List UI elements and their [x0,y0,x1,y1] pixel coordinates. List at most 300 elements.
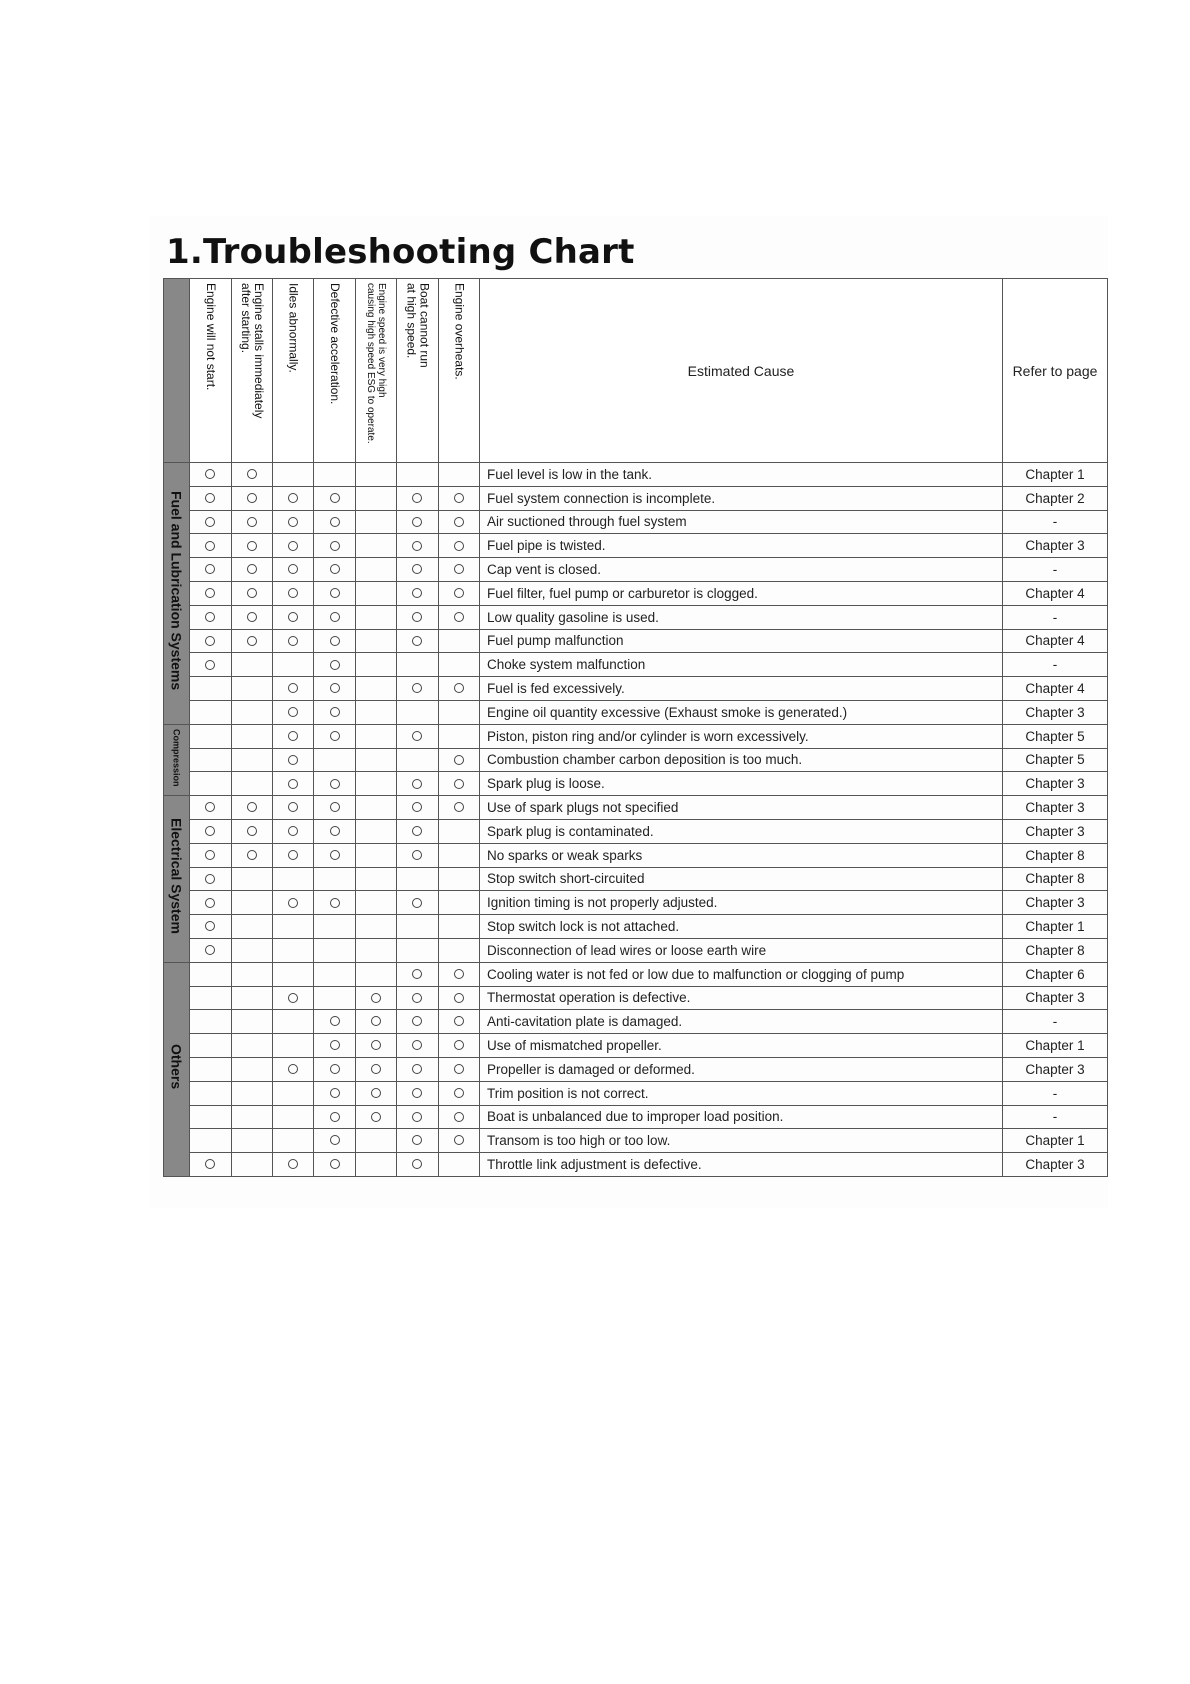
symptom-mark-cell [273,915,314,939]
refer-page-cell: Chapter 8 [1002,938,1107,962]
symptom-mark-cell [190,1129,231,1153]
symptom-mark-cell [438,1129,479,1153]
symptom-mark-cell [397,915,438,939]
symptom-mark-cell [314,819,355,843]
refer-page-cell: Chapter 3 [1002,1057,1107,1081]
symptom-mark-cell [397,796,438,820]
symptom-mark-cell [190,581,231,605]
circle-mark-icon [412,541,422,551]
circle-mark-icon [454,541,464,551]
symptom-mark-cell [438,486,479,510]
symptom-mark-cell [314,629,355,653]
circle-mark-icon [288,541,298,551]
symptom-mark-cell [438,463,479,487]
symptom-header-idles: Idles abnormally. [273,279,314,463]
circle-mark-icon [288,1159,298,1169]
symptom-mark-cell [314,891,355,915]
circle-mark-icon [454,1112,464,1122]
symptom-mark-cell [273,677,314,701]
circle-mark-icon [454,493,464,503]
circle-mark-icon [371,1088,381,1098]
circle-mark-icon [454,612,464,622]
symptom-mark-cell [314,1057,355,1081]
circle-mark-icon [330,660,340,670]
circle-mark-icon [454,993,464,1003]
symptom-mark-cell [231,986,272,1010]
circle-mark-icon [205,636,215,646]
table-row [164,819,1108,843]
symptom-mark-cell [231,1129,272,1153]
symptom-mark-cell [438,677,479,701]
symptom-mark-cell [397,891,438,915]
symptom-mark-cell [231,748,272,772]
symptom-mark-cell [273,558,314,582]
symptom-mark-cell [273,724,314,748]
circle-mark-icon [288,493,298,503]
table-body [164,463,1108,1177]
circle-mark-icon [247,850,257,860]
symptom-mark-cell [231,534,272,558]
circle-mark-icon [205,874,215,884]
symptom-mark-cell [438,1153,479,1177]
refer-page-cell: Chapter 4 [1002,581,1107,605]
symptom-mark-cell [273,1081,314,1105]
symptom-mark-cell [231,1010,272,1034]
symptom-mark-cell [355,605,396,629]
symptom-mark-cell [438,558,479,582]
estimated-cause-cell: Transom is too high or too low. [479,1129,1002,1153]
refer-page-cell: - [1002,1010,1107,1034]
symptom-mark-cell [438,1034,479,1058]
refer-page-cell: - [1002,1081,1107,1105]
circle-mark-icon [330,1112,340,1122]
symptom-header-overheats: Engine overheats. [438,279,479,463]
circle-mark-icon [205,517,215,527]
system-group-cell [164,724,190,795]
symptom-mark-cell [397,1081,438,1105]
symptom-mark-cell [355,1034,396,1058]
refer-page-cell: - [1002,558,1107,582]
symptom-mark-cell [190,558,231,582]
estimated-cause-cell: Spark plug is loose. [479,772,1002,796]
circle-mark-icon [205,660,215,670]
refer-page-cell: Chapter 3 [1002,700,1107,724]
circle-mark-icon [454,1135,464,1145]
circle-mark-icon [412,564,422,574]
circle-mark-icon [330,1040,340,1050]
table-row [164,653,1108,677]
symptom-mark-cell [273,986,314,1010]
circle-mark-icon [412,517,422,527]
estimated-cause-cell: Air suctioned through fuel system [479,510,1002,534]
table-row [164,915,1108,939]
circle-mark-icon [371,1064,381,1074]
symptom-mark-cell [190,463,231,487]
circle-mark-icon [454,1016,464,1026]
circle-mark-icon [205,850,215,860]
symptom-mark-cell [438,653,479,677]
symptom-mark-cell [355,938,396,962]
symptom-mark-cell [231,629,272,653]
symptom-mark-cell [438,629,479,653]
symptom-mark-cell [355,486,396,510]
circle-mark-icon [288,636,298,646]
symptom-mark-cell [397,486,438,510]
table-row [164,1153,1108,1177]
symptom-mark-cell [231,819,272,843]
refer-page-cell: Chapter 2 [1002,486,1107,510]
symptom-mark-cell [190,891,231,915]
refer-page-cell: Chapter 1 [1002,915,1107,939]
circle-mark-icon [454,1064,464,1074]
symptom-mark-cell [355,796,396,820]
symptom-mark-cell [231,677,272,701]
symptom-mark-cell [355,724,396,748]
refer-page-cell: Chapter 8 [1002,843,1107,867]
circle-mark-icon [205,1159,215,1169]
table-row [164,463,1108,487]
symptom-mark-cell [190,938,231,962]
estimated-cause-cell: Spark plug is contaminated. [479,819,1002,843]
symptom-mark-cell [397,772,438,796]
table-row [164,986,1108,1010]
symptom-mark-cell [314,986,355,1010]
circle-mark-icon [205,898,215,908]
symptom-mark-cell [190,534,231,558]
circle-mark-icon [288,993,298,1003]
table-row [164,605,1108,629]
circle-mark-icon [330,1016,340,1026]
symptom-mark-cell [273,772,314,796]
symptom-mark-cell [355,1129,396,1153]
symptom-mark-cell [355,581,396,605]
symptom-mark-cell [397,463,438,487]
estimated-cause-cell: Cap vent is closed. [479,558,1002,582]
table-row [164,962,1108,986]
circle-mark-icon [412,1112,422,1122]
symptom-mark-cell [314,843,355,867]
symptom-mark-cell [397,510,438,534]
symptom-mark-cell [314,1010,355,1034]
symptom-mark-cell [190,677,231,701]
symptom-mark-cell [273,1034,314,1058]
troubleshooting-table [163,278,1108,1177]
circle-mark-icon [288,755,298,765]
estimated-cause-cell: Thermostat operation is defective. [479,986,1002,1010]
circle-mark-icon [454,779,464,789]
table-row [164,891,1108,915]
circle-mark-icon [330,802,340,812]
symptom-mark-cell [314,700,355,724]
circle-mark-icon [371,1040,381,1050]
symptom-mark-cell [314,915,355,939]
symptom-mark-cell [190,986,231,1010]
estimated-cause-cell: Propeller is damaged or deformed. [479,1057,1002,1081]
system-group-label: Electrical System [168,818,185,935]
symptom-mark-cell [273,1153,314,1177]
symptom-mark-cell [397,1129,438,1153]
circle-mark-icon [205,826,215,836]
circle-mark-icon [454,564,464,574]
symptom-mark-cell [438,1081,479,1105]
symptom-mark-cell [190,796,231,820]
symptom-mark-cell [190,962,231,986]
symptom-mark-cell [314,772,355,796]
symptom-mark-cell [231,653,272,677]
symptom-mark-cell [273,581,314,605]
estimated-cause-cell: Piston, piston ring and/or cylinder is worn excessively. [479,724,1002,748]
refer-page-cell: - [1002,653,1107,677]
circle-mark-icon [288,612,298,622]
circle-mark-icon [247,469,257,479]
refer-page-cell: Chapter 4 [1002,629,1107,653]
symptom-mark-cell [314,605,355,629]
circle-mark-icon [412,588,422,598]
symptom-mark-cell [438,796,479,820]
estimated-cause-cell: Stop switch short-circuited [479,867,1002,891]
circle-mark-icon [288,802,298,812]
estimated-cause-cell: Use of mismatched propeller. [479,1034,1002,1058]
symptom-mark-cell [438,772,479,796]
refer-page-cell: Chapter 5 [1002,748,1107,772]
table-row [164,486,1108,510]
circle-mark-icon [247,826,257,836]
symptom-mark-cell [231,581,272,605]
estimated-cause-cell: Choke system malfunction [479,653,1002,677]
symptom-mark-cell [397,938,438,962]
estimated-cause-cell: Fuel level is low in the tank. [479,463,1002,487]
circle-mark-icon [205,493,215,503]
circle-mark-icon [412,898,422,908]
symptom-mark-cell [314,962,355,986]
circle-mark-icon [371,1112,381,1122]
circle-mark-icon [330,731,340,741]
refer-page-cell: - [1002,1105,1107,1129]
estimated-cause-cell: Disconnection of lead wires or loose earth wire [479,938,1002,962]
symptom-mark-cell [355,986,396,1010]
symptom-mark-cell [355,772,396,796]
symptom-mark-cell [190,486,231,510]
symptom-mark-cell [190,724,231,748]
symptom-mark-cell [438,510,479,534]
symptom-mark-cell [190,843,231,867]
circle-mark-icon [288,779,298,789]
estimated-cause-cell: Fuel system connection is incomplete. [479,486,1002,510]
symptom-mark-cell [355,558,396,582]
symptom-mark-cell [273,700,314,724]
symptom-mark-cell [231,558,272,582]
symptom-mark-cell [397,653,438,677]
symptom-mark-cell [190,1105,231,1129]
symptom-mark-cell [438,938,479,962]
circle-mark-icon [454,1040,464,1050]
symptom-mark-cell [438,986,479,1010]
circle-mark-icon [247,493,257,503]
circle-mark-icon [330,541,340,551]
symptom-mark-cell [190,1153,231,1177]
symptom-mark-cell [438,915,479,939]
circle-mark-icon [205,945,215,955]
header-row [164,279,1108,463]
circle-mark-icon [205,588,215,598]
circle-mark-icon [454,755,464,765]
symptom-mark-cell [355,1081,396,1105]
symptom-mark-cell [231,1057,272,1081]
symptom-mark-cell [355,1153,396,1177]
symptom-mark-cell [397,558,438,582]
refer-page-cell: - [1002,605,1107,629]
circle-mark-icon [247,588,257,598]
symptom-mark-cell [273,867,314,891]
circle-mark-icon [371,1016,381,1026]
symptom-mark-cell [190,510,231,534]
circle-mark-icon [247,541,257,551]
table-row [164,1105,1108,1129]
symptom-mark-cell [231,1105,272,1129]
refer-page-cell: - [1002,510,1107,534]
circle-mark-icon [454,1088,464,1098]
circle-mark-icon [412,1016,422,1026]
symptom-mark-cell [314,581,355,605]
circle-mark-icon [412,779,422,789]
table-row [164,843,1108,867]
symptom-mark-cell [314,534,355,558]
symptom-mark-cell [231,938,272,962]
symptom-mark-cell [397,724,438,748]
symptom-mark-cell [314,724,355,748]
table-row [164,938,1108,962]
symptom-mark-cell [231,891,272,915]
symptom-mark-cell [190,653,231,677]
symptom-mark-cell [273,629,314,653]
refer-page-cell: Chapter 5 [1002,724,1107,748]
circle-mark-icon [412,802,422,812]
estimated-cause-cell: Combustion chamber carbon deposition is too much. [479,748,1002,772]
circle-mark-icon [330,1064,340,1074]
circle-mark-icon [288,826,298,836]
symptom-mark-cell [190,748,231,772]
symptom-mark-cell [314,938,355,962]
circle-mark-icon [330,588,340,598]
refer-page-cell: Chapter 3 [1002,986,1107,1010]
symptom-mark-cell [273,748,314,772]
circle-mark-icon [330,517,340,527]
symptom-mark-cell [273,463,314,487]
circle-mark-icon [454,802,464,812]
circle-mark-icon [330,826,340,836]
symptom-mark-cell [397,677,438,701]
symptom-mark-cell [314,796,355,820]
table-row [164,1034,1108,1058]
circle-mark-icon [412,993,422,1003]
symptom-header-acceleration: Defective acceleration. [314,279,355,463]
estimated-cause-cell: Use of spark plugs not specified [479,796,1002,820]
circle-mark-icon [330,850,340,860]
symptom-mark-cell [273,1057,314,1081]
symptom-mark-cell [273,534,314,558]
symptom-mark-cell [190,629,231,653]
symptom-mark-cell [231,962,272,986]
symptom-mark-cell [438,724,479,748]
symptom-mark-cell [355,915,396,939]
symptom-mark-cell [190,1057,231,1081]
symptom-mark-cell [314,558,355,582]
estimated-cause-cell: Engine oil quantity excessive (Exhaust smoke is generated.) [479,700,1002,724]
symptom-mark-cell [438,534,479,558]
table-row [164,629,1108,653]
circle-mark-icon [412,969,422,979]
table-row [164,867,1108,891]
circle-mark-icon [330,1159,340,1169]
table-row [164,724,1108,748]
symptom-mark-cell [231,772,272,796]
estimated-cause-cell: Fuel pipe is twisted. [479,534,1002,558]
symptom-mark-cell [397,700,438,724]
circle-mark-icon [288,517,298,527]
circle-mark-icon [330,898,340,908]
circle-mark-icon [288,898,298,908]
symptom-mark-cell [355,748,396,772]
refer-page-cell: Chapter 6 [1002,962,1107,986]
table-row [164,510,1108,534]
system-group-cell [164,962,190,1176]
symptom-mark-cell [231,1081,272,1105]
symptom-mark-cell [273,1010,314,1034]
circle-mark-icon [330,612,340,622]
table-row [164,748,1108,772]
symptom-mark-cell [231,510,272,534]
symptom-mark-cell [231,724,272,748]
symptom-mark-cell [273,819,314,843]
symptom-mark-cell [438,1010,479,1034]
symptom-mark-cell [190,915,231,939]
estimated-cause-cell: Fuel pump malfunction [479,629,1002,653]
symptom-mark-cell [273,510,314,534]
symptom-mark-cell [397,819,438,843]
circle-mark-icon [454,517,464,527]
table-row [164,534,1108,558]
symptom-mark-cell [355,1105,396,1129]
symptom-mark-cell [273,843,314,867]
symptom-mark-cell [231,915,272,939]
symptom-mark-cell [397,962,438,986]
symptom-mark-cell [231,1034,272,1058]
estimated-cause-cell: Ignition timing is not properly adjusted. [479,891,1002,915]
estimated-cause-cell: Trim position is not correct. [479,1081,1002,1105]
symptom-mark-cell [231,1153,272,1177]
symptom-mark-cell [397,748,438,772]
estimated-cause-cell: Cooling water is not fed or low due to malfunction or clogging of pump [479,962,1002,986]
symptom-mark-cell [438,891,479,915]
page-title: 1.Troubleshooting Chart [166,232,635,272]
circle-mark-icon [412,1040,422,1050]
circle-mark-icon [247,612,257,622]
circle-mark-icon [330,779,340,789]
symptom-mark-cell [314,677,355,701]
estimated-cause-header: Estimated Cause [479,279,1002,463]
estimated-cause-cell: Fuel is fed excessively. [479,677,1002,701]
symptom-mark-cell [190,1034,231,1058]
symptom-mark-cell [231,463,272,487]
circle-mark-icon [412,826,422,836]
circle-mark-icon [412,731,422,741]
circle-mark-icon [330,493,340,503]
symptom-mark-cell [397,1057,438,1081]
symptom-mark-cell [397,867,438,891]
circle-mark-icon [205,541,215,551]
circle-mark-icon [288,564,298,574]
circle-mark-icon [288,850,298,860]
